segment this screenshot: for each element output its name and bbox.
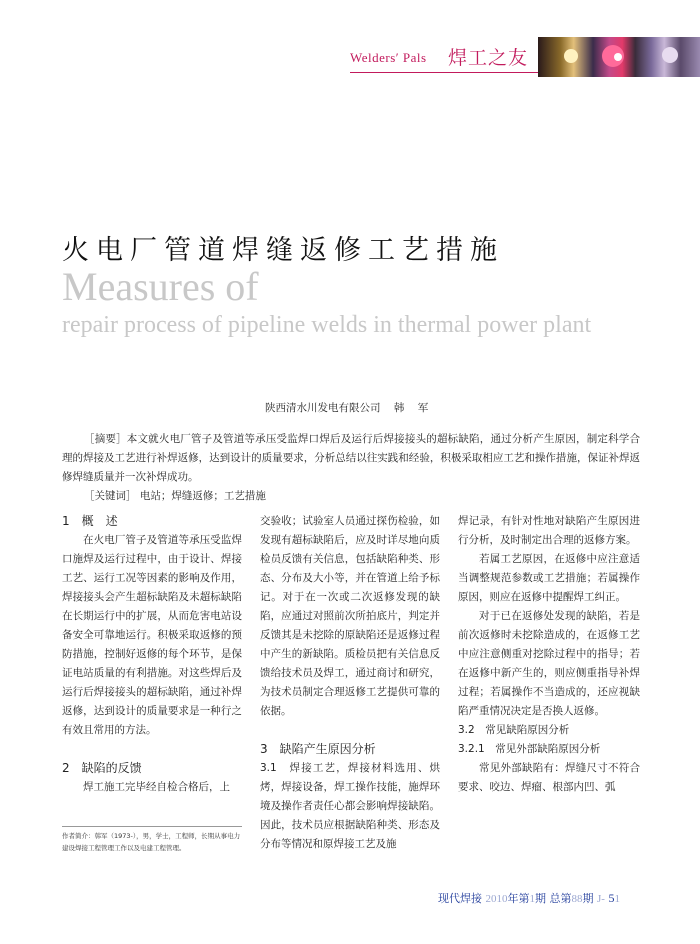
repeat-defect-paragraph: 对于已在返修处发现的缺陷，若是前次返修时未挖除造成的，在返修工艺中应注意侧重对挖除过程中的指导；若在返修中新产生的，则应侧重指导补焊过程；若属操作不当造成的，还应视缺陷严重情况决定是否换人返修。 <box>458 610 640 717</box>
footer-year: 2010 <box>485 893 508 905</box>
footer-year-unit: 年第 <box>507 892 530 905</box>
header-welding-photo <box>538 37 700 77</box>
body-column-2 <box>260 512 440 854</box>
section-1-paragraph: 在火电厂管子及管道等承压受监焊口施焊及运行过程中，由于设计、焊接工艺、运行工况等因素的影响及作用，焊接接头会产生超标缺陷及未超标缺陷在长期运行中的扩展，从而危害电站设备安全可靠地运行。积极采取返修的预防措施，控制好返修的每个环节，是保证电站质量的有利措施。对这些焊后及运行后焊接接头的超标缺陷，通过补焊返修，达到设计的质量要求是一种行之有效且常用的方法。 <box>62 534 242 736</box>
section-3-2-1-heading: 3.2.1 常见外部缺陷原因分析 <box>458 743 601 755</box>
keywords: ［关键词］ 电站；焊缝返修；工艺措施 <box>84 490 266 502</box>
footer-total-issue: 88 <box>571 893 583 905</box>
author-footnote: 作者简介：韩军（1973-），男，学士，工程师，长期从事电力建设焊接工程管理工作以及电建工程管理。 <box>62 832 241 852</box>
section-1-heading: 1 概 述 <box>62 514 118 528</box>
footer-page-number: 5 <box>608 891 615 905</box>
header-rule <box>350 72 538 73</box>
section-2-heading: 2 缺陷的反馈 <box>62 761 142 775</box>
section-3-1-paragraph: 3.1 焊接工艺，焊接材料选用、烘烤，焊接设备，焊工操作技能，施焊环境及操作者责任心都会影响焊接缺陷。因此，技术员应根据缺陷种类、形态及分布等情况和原焊接工艺及施 <box>260 762 440 850</box>
footer-issue-unit: 期 总第 <box>535 892 572 905</box>
footer-separator: J- <box>597 893 605 905</box>
process-cause-paragraph: 若属工艺原因，在返修中应注意适当调整规范参数或工艺措施；若属操作原因，则应在返修中提醒焊工纠正。 <box>458 553 640 603</box>
header-english-title: Welders′ Pals <box>350 50 427 65</box>
footer-issue: 1 <box>529 893 535 905</box>
footnote-rule <box>62 826 242 827</box>
page-footer <box>438 890 620 906</box>
section-3-heading: 3 缺陷产生原因分析 <box>260 742 376 756</box>
footer-total-unit: 期 <box>582 892 594 905</box>
abstract: ［摘要］本文就火电厂管子及管道等承压受监焊口焊后及运行后焊接接头的超标缺陷，通过分析产生原因，制定科学合理的焊接及工艺进行补焊返修，达到设计的质量要求，分析总结以往实践和经验，积极采取相应工艺和操作措施，保证补焊返修焊缝质量并一次补焊成功。 <box>62 433 640 483</box>
body-column-3 <box>458 512 640 797</box>
footer-journal-name: 现代焊接 <box>438 892 482 905</box>
header-chinese-title: 焊工之友 <box>448 47 529 69</box>
section-2-paragraph: 焊工施工完毕经自检合格后，上 <box>83 781 230 793</box>
article-title-english-line1: Measures of <box>62 264 259 309</box>
article-title-chinese: 火电厂管道焊缝返修工艺措施 <box>62 235 504 266</box>
footer-page-suffix: 1 <box>614 893 620 905</box>
section-3-2-1-paragraph: 常见外部缺陷有：焊缝尺寸不符合要求、咬边、焊瘤、根部内凹、弧 <box>458 762 640 793</box>
article-title-english-line2: repair process of pipeline welds in thermal power plant <box>62 312 592 338</box>
feedback-paragraph-continued: 交验收；试验室人员通过探伤检验，如发现有超标缺陷后，应及时详尽地向质检员反馈有关信息，包括缺陷种类、形态、分布及大小等，并在管道上给予标记。对于在一次或二次返修发现的缺陷，应通过对照前次所拍底片，判定并反馈其是未挖除的原缺陷还是返修过程中产生的新缺陷。质检员把有关信息反馈给技术员及焊工，通过商讨和研究，为技术员制定合理返修工艺提供可靠的依据。 <box>260 515 440 717</box>
author-affiliation: 陕西清水川发电有限公司 韩 军 <box>265 402 429 414</box>
body-column-1 <box>62 512 242 797</box>
cause-analysis-paragraph-continued: 焊记录，有针对性地对缺陷产生原因进行分析，及时制定出合理的返修方案。 <box>458 515 640 546</box>
section-3-2-heading: 3.2 常见缺陷原因分析 <box>458 724 570 736</box>
